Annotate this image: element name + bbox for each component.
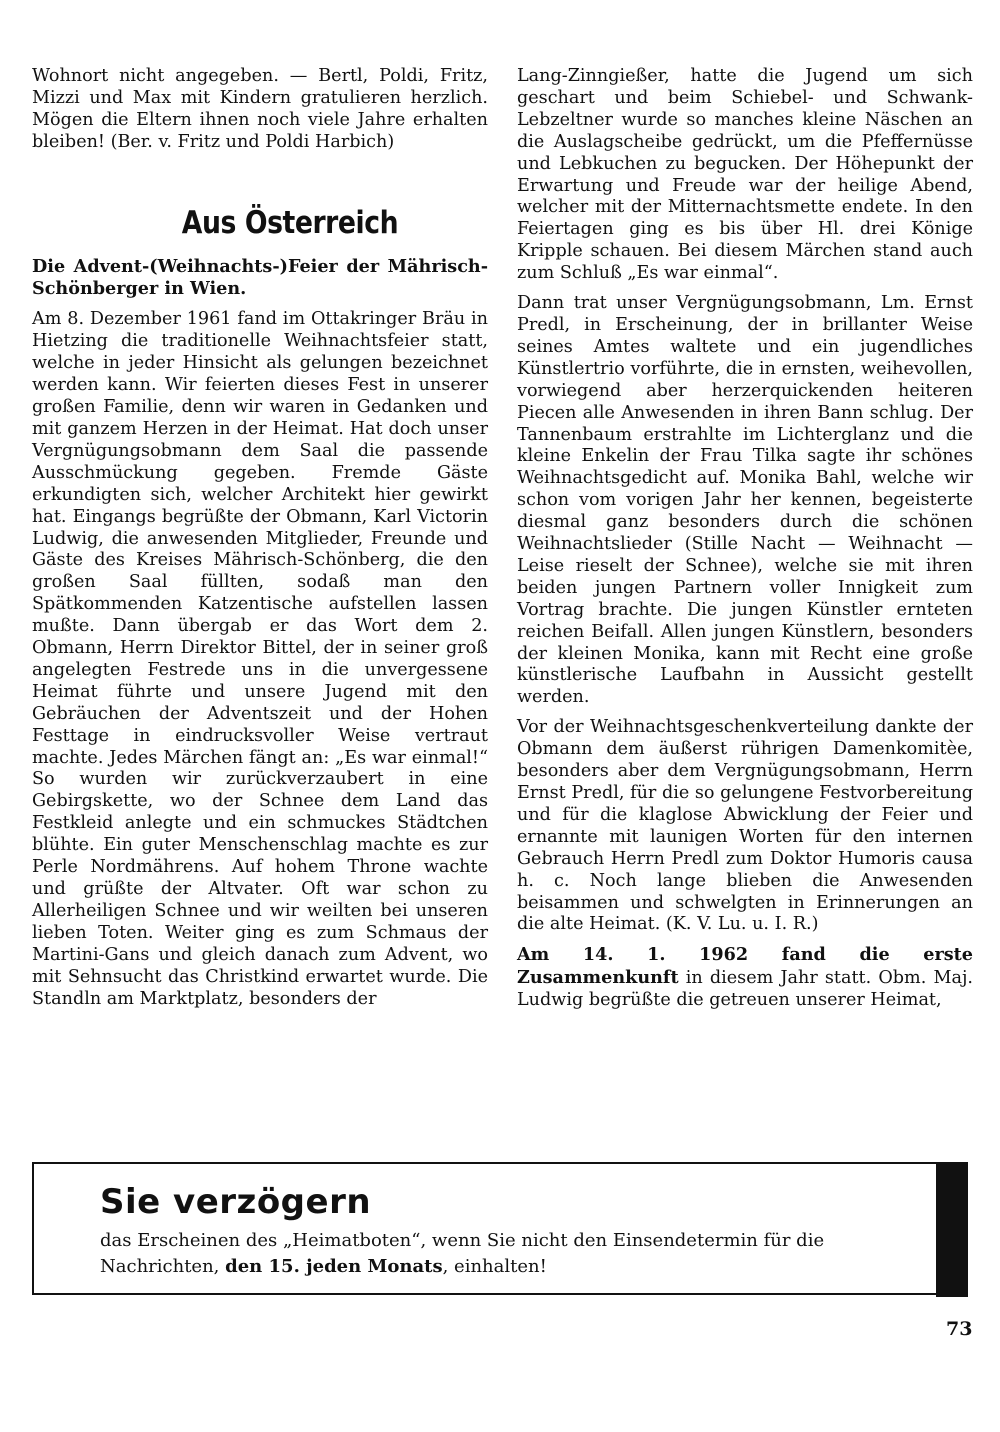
notice-text-part2: , einhalten!: [442, 1256, 547, 1277]
notice-text: [100, 1228, 920, 1280]
article-body: Am 8. Dezember 1961 fand im Ottakringer Bräu in Hietzing die traditionelle Weihnachtsfeier statt, welche in jeder Hinsicht als gelungen bezeichnet werden kann. Wir feierten dieses Fest in unserer großen Familie, denn wir waren in Gedanken und mit ganzem Herzen in der Heimat. Hat doch unser Vergnügungsobmann dem Saal die passende Ausschmückung gegeben. Fremde Gäste erkundigten sich, welcher Architekt hier gewirkt hat. Eingangs begrüßte der Obmann, Karl Victorin Ludwig, die anwesenden Mitglieder, Freunde und Gäste des Kreises Mährisch-Schönberg, die den großen Saal füllten, sodaß man den Spätkommenden Katzentische aufstellen lassen mußte. Dann übergab er das Wort dem 2. Obmann, Herrn Direktor Bittel, der in seiner groß angelegten Festrede uns in die unvergessene Heimat führte und unsere Jugend mit den Gebräuchen der Adventszeit und der Hohen Festtage in eindrucksvoller Weise vertraut machte. Jedes Märchen fängt an: „Es war einmal!“ So wurden wir zurückverzaubert in eine Gebirgskette, wo der Schnee dem Land das Festkleid anlegte und ein schmuckes Städtchen blühte. Ein guter Menschenschlag machte es zur Perle Nordmährens. Auf hohem Throne wachte und grüßte der Altvater. Oft war schon zu Allerheiligen Schnee und wir weilten bei unseren lieben Toten. Weiter ging es zum Schmaus der Martini-Gans und gleich danach zum Advent, wo mit Sehnsucht das Christkind erwartet wurde. Die Standln am Marktplatz, besonders der: [32, 309, 488, 1009]
meeting-lead: Am 14. 1. 1962 fand die erste Zusammenkunft: [517, 944, 973, 989]
left-column: [32, 66, 488, 1010]
article-paragraph: Lang-Zinngießer, hatte die Jugend um sich geschart und beim Schiebel- und Schwank-Lebzeltner wurde so manches kleine Näschen an die Auslagscheibe gedrückt, um die Pfeffernüsse und Lebkuchen zu begucken. Der Höhepunkt der Erwartung und Freude war der heilige Abend, welcher mit der Mitternachtsmette endete. In den Feiertagen ging es bis über Hl. drei Könige Kripple schauen. Bei diesem Märchen stand auch zum Schluß „Es war einmal“.: [517, 66, 973, 284]
right-column: [517, 66, 973, 1012]
notice-text-part1: das Erscheinen des „Heimatboten“, wenn Sie nicht den Einsendetermin für die Nachrichten,: [100, 1230, 825, 1277]
notice-box: [32, 1162, 966, 1295]
notice-deadline: den 15. jeden Monats: [225, 1256, 443, 1277]
meeting-text: in diesem Jahr statt. Obm. Maj. Ludwig begrüßte die getreuen unserer Heimat,: [517, 968, 973, 1011]
section-heading: Aus Österreich: [181, 204, 399, 241]
article-paragraph: Vor der Weihnachtsgeschenkverteilung dankte der Obmann dem äußerst rührigen Damenkomitèe, besonders aber dem Vergnügungsobmann, Herrn Ernst Predl, für die so gelungene Festvorbereitung und für die klaglose Abwicklung der Feier und ernannte mit launigen Worten für den internen Gebrauch Herrn Predl zum Doktor Humoris causa h. c. Noch lange blieben die Anwesenden beisammen und schwelgten in Erinnerungen an die alte Heimat. (K. V. Lu. u. I. R.): [517, 717, 973, 935]
notice-title: Sie verzögern: [100, 1182, 372, 1222]
intro-paragraph: Wohnort nicht angegeben. — Bertl, Poldi, Fritz, Mizzi und Max mit Kindern gratulieren herzlich. Mögen die Eltern ihnen noch viele Jahre erhalten bleiben! (Ber. v. Fritz und Poldi Harbich): [32, 66, 488, 152]
page-number: 73: [946, 1318, 973, 1340]
article-title: Die Advent-(Weihnachts-)Feier der Mährisch-Schönberger in Wien.: [32, 255, 488, 299]
article-paragraph: Dann trat unser Vergnügungsobmann, Lm. Ernst Predl, in Erscheinung, der in brillanter Weise seines Amtes waltete und ein jugendliches Künstlertrio vorführte, die in ernsten, weihevollen, vorwiegend aber herzerquickenden heiteren Piecen alle Anwesenden in ihren Bann schlug. Der Tannenbaum erstrahlte im Lichterglanz und die kleine Enkelin der Frau Tilka sagte ihr schönes Weihnachtsgedicht auf. Monika Bahl, welche wir schon vom vorigen Jahr her kennen, begeisterte diesmal ganz besonders durch die schönen Weihnachtslieder (Stille Nacht — Weihnacht — Leise rieselt der Schnee), welche sie mit ihren beiden jungen Partnern voller Innigkeit zum Vortrag brachte. Die jungen Künstler ernteten reichen Beifall. Allen jungen Künstlern, besonders der kleinen Monika, kann mit Recht eine große künstlerische Laufbahn in Aussicht gestellt werden.: [517, 293, 973, 708]
notice-bar: [936, 1162, 968, 1297]
article-paragraph: [517, 944, 973, 1012]
